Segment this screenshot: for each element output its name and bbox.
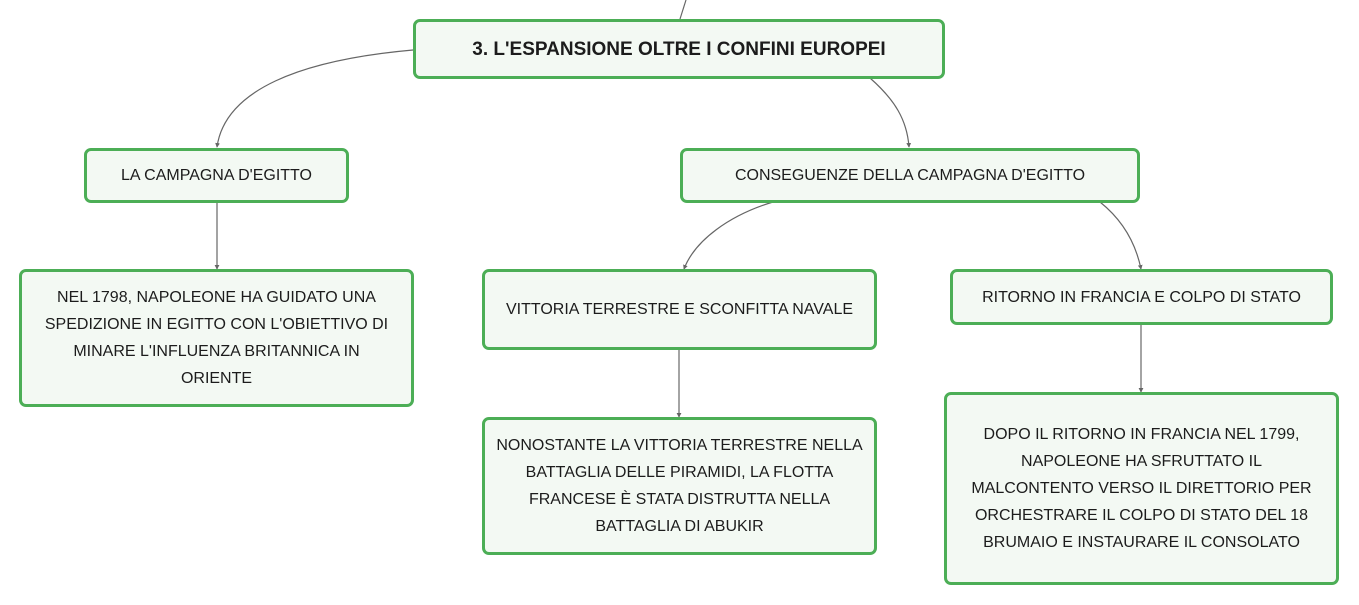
connector-consequences-victory (684, 202, 773, 269)
root-node[interactable] (413, 19, 945, 79)
node-campaign-label: LA CAMPAGNA D'EGITTO (121, 167, 312, 184)
node-return-detail[interactable] (944, 392, 1339, 585)
connector-consequences-return (1100, 202, 1141, 269)
node-consequences[interactable] (680, 148, 1140, 203)
node-victory-detail-label: NONOSTANTE LA VITTORIA TERRESTRE NELLA BATTAGLIA DELLE PIRAMIDI, LA FLOTTA FRANCESE È STATA DISTRUTTA NELLA BATTAGLIA DI ABUKIR (496, 437, 863, 535)
node-victory-label: VITTORIA TERRESTRE E SCONFITTA NAVALE (505, 301, 854, 318)
node-victory-detail[interactable] (482, 417, 877, 555)
node-return-detail-label: DOPO IL RITORNO IN FRANCIA NEL 1799, NAPOLEONE HA SFRUTTATO IL MALCONTENTO VERSO IL DIRETTORIO PER ORCHESTRARE IL COLPO DI STATO DEL 18 BRUMAIO E INSTAURARE IL CONSOLATO (971, 426, 1312, 551)
node-campaign[interactable] (84, 148, 349, 203)
node-return[interactable] (950, 269, 1333, 325)
node-consequences-label: CONSEGUENZE DELLA CAMPAGNA D'EGITTO (734, 167, 1086, 184)
node-return-label: RITORNO IN FRANCIA E COLPO DI STATO (982, 288, 1301, 306)
connector-parent-root (680, 0, 686, 19)
root-node-label: 3. L'ESPANSIONE OLTRE I CONFINI EUROPEI (472, 38, 886, 60)
connector-root-consequences (870, 78, 909, 147)
node-campaign-detail-label: NEL 1798, NAPOLEONE HA GUIDATO UNA SPEDIZIONE IN EGITTO CON L'OBIETTIVO DI MINARE L'INFLUENZA BRITANNICA IN ORIENTE (44, 289, 389, 387)
node-campaign-detail[interactable] (19, 269, 414, 407)
node-victory[interactable] (482, 269, 877, 350)
connector-root-campaign (217, 50, 413, 147)
